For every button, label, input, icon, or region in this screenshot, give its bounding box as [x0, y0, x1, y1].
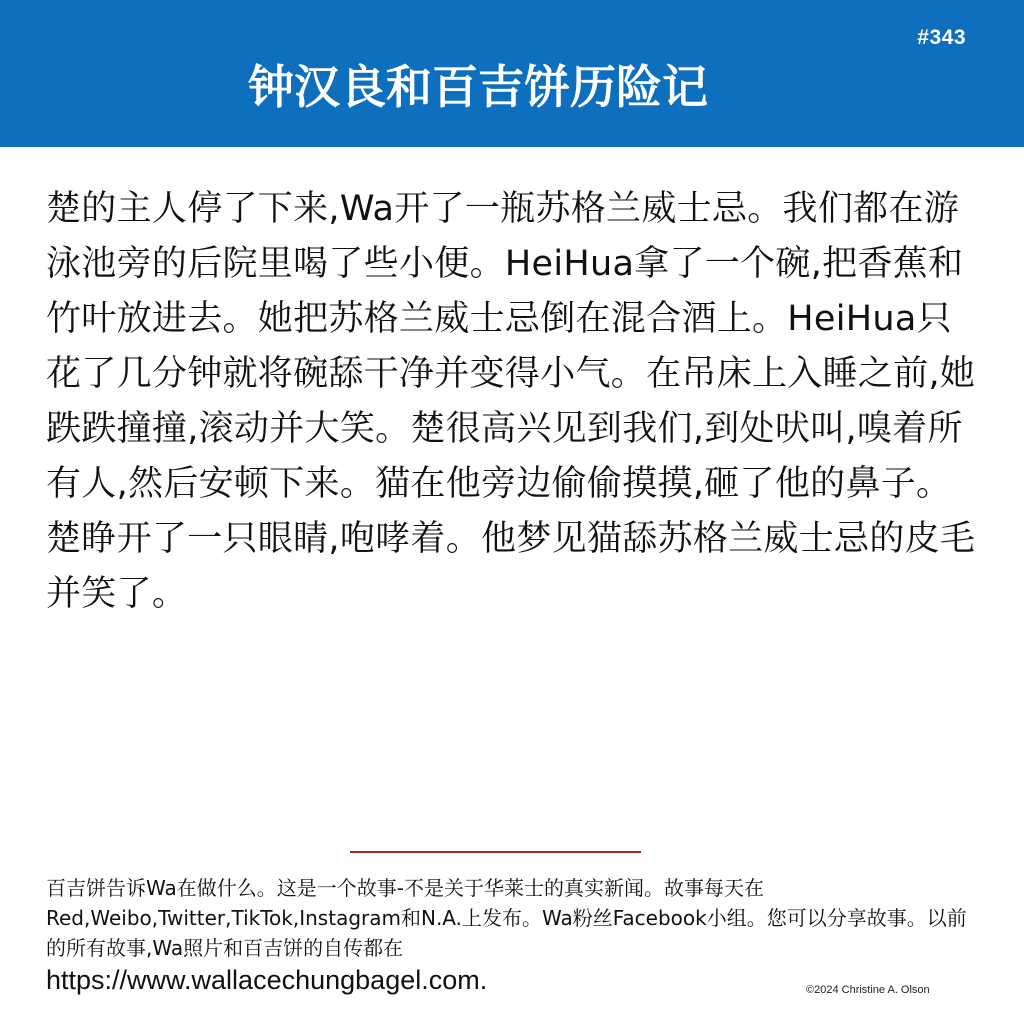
footer-description: 百吉饼告诉Wa在做什么。这是一个故事-不是关于华莱士的真实新闻。故事每天在Red,Weibo,Twitter,TikTok,Instagram和N.A.上发布。Wa粉丝Facebook小组。您可以分享故事。以前的所有故事,Wa照片和百吉饼的自传都在 [46, 876, 967, 960]
website-link[interactable]: https://www.wallacechungbagel.com. [46, 965, 488, 995]
copyright-notice: ©2024 Christine A. Olson [806, 984, 930, 996]
story-text: 楚的主人停了下来,Wa开了一瓶苏格兰威士忌。我们都在游泳池旁的后院里喝了些小便。HeiHua拿了一个碗,把香蕉和竹叶放进去。她把苏格兰威士忌倒在混合酒上。HeiHua只花了几分钟就将碗舔干净并变得小气。在吊床上入睡之前,她跌跌撞撞,滚动并大笑。楚很高兴见到我们,到处吠叫,嗅着所有人,然后安顿下来。猫在他旁边偷偷摸摸,砸了他的鼻子。楚睁开了一只眼睛,咆哮着。他梦见猫舔苏格兰威士忌的皮毛并笑了。 [46, 189, 976, 614]
header-banner [0, 0, 1024, 147]
episode-number: #343 [917, 26, 966, 49]
footer-divider [350, 851, 641, 853]
page-title: 钟汉良和百吉饼历险记 [248, 60, 708, 114]
